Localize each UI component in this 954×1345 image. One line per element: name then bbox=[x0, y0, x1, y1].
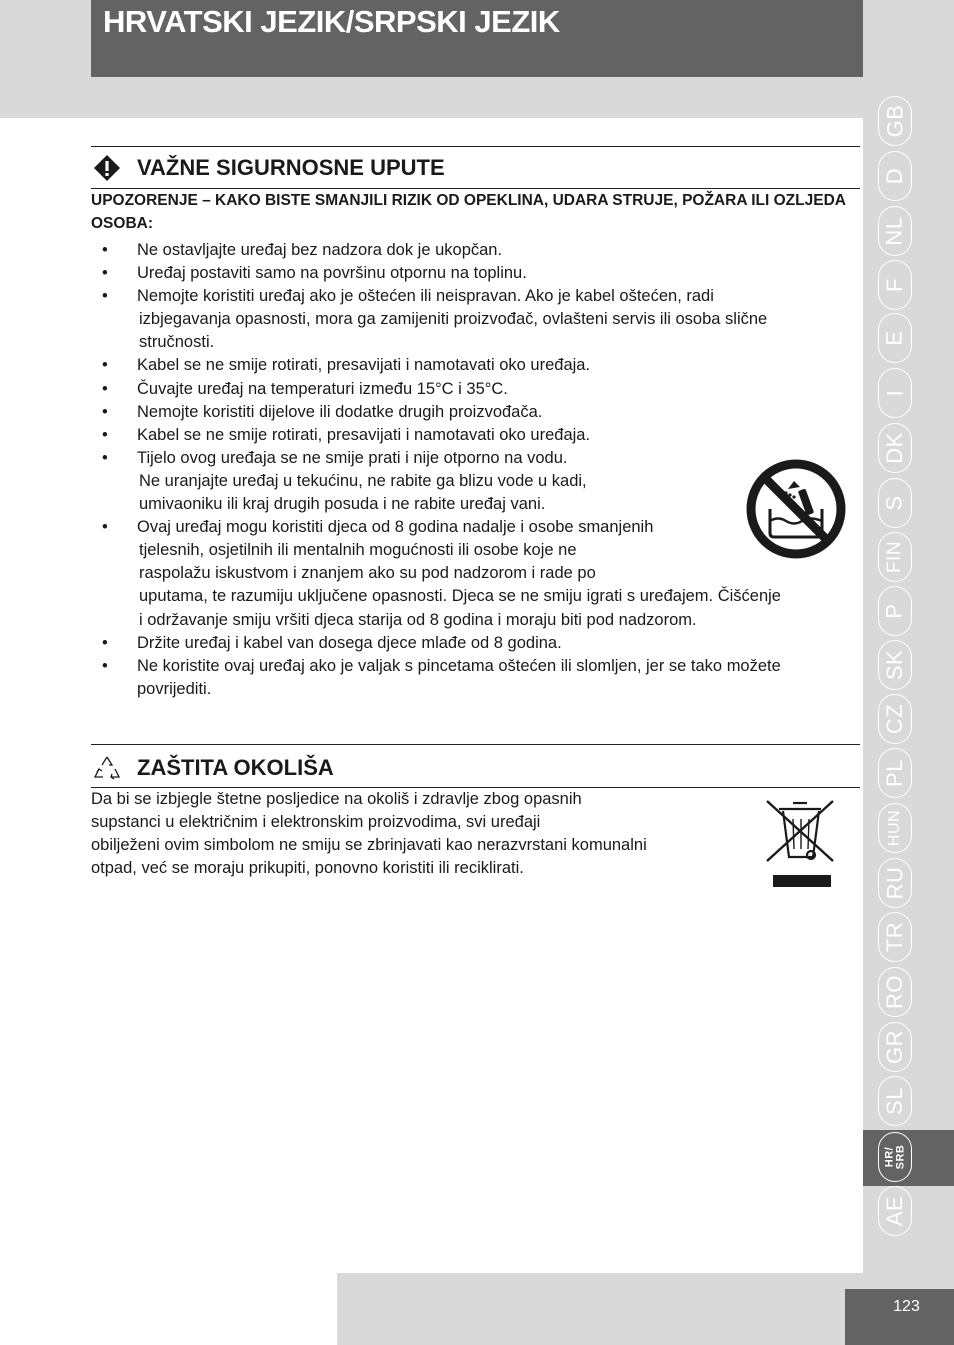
no-water-icon bbox=[746, 459, 846, 559]
list-item: • Tijelo ovog uređaja se ne smije prati i nije otporno na vodu. Ne uranjajte uređaj u tekućinu, ne rabite ga blizu vode u kadi, umivaoniku ili kraj drugih posuda i ne rabite uređaj vani. bbox=[91, 447, 861, 516]
lang-tab-f[interactable]: F bbox=[878, 260, 912, 310]
env-rule-top bbox=[91, 744, 860, 745]
section-rule-top bbox=[91, 146, 860, 147]
list-item: • Držite uređaj i kabel van dosega djece mlađe od 8 godina. bbox=[91, 632, 861, 655]
recycle-icon bbox=[91, 756, 123, 780]
lang-tab-i[interactable]: I bbox=[878, 368, 912, 418]
safety-title: VAŽNE SIGURNOSNE UPUTE bbox=[137, 155, 445, 180]
lang-tab-p[interactable]: P bbox=[878, 586, 912, 636]
crossed-bin-icon bbox=[763, 797, 837, 889]
lang-tab-hun[interactable]: HUN bbox=[878, 803, 912, 853]
environment-title: ZAŠTITA OKOLIŠA bbox=[137, 755, 334, 780]
title-bar bbox=[91, 0, 863, 77]
page-number: 123 bbox=[893, 1298, 920, 1315]
list-item: • Nemojte koristiti uređaj ako je oštećen ili neispravan. Ako je kabel oštećen, radi izbjegavanja opasnosti, mora ga zamijeniti proizvođač, ovlašteni servis ili osoba slične stručnosti. bbox=[91, 285, 861, 354]
lang-tab-e[interactable]: E bbox=[878, 313, 912, 363]
list-item: • Ovaj uređaj mogu koristiti djeca od 8 godina nadalje i osobe smanjenih tjelesnih, osjetilnih ili mentalnih mogućnosti ili osobe koje ne raspolažu iskustvom i znanjem ako su pod nadzorom i rade po uputama, te razumiju uključene opasnosti. Djeca se ne smiju igrati s uređajem. Čišćenje i održavanje smiju vršiti djeca starija od 8 godina i moraju biti pod nadzorom. bbox=[91, 516, 861, 631]
safety-heading bbox=[91, 155, 445, 181]
warning-diamond-icon bbox=[91, 156, 123, 180]
lang-tab-hr-srb[interactable]: HR/ SRB bbox=[878, 1132, 912, 1182]
list-item: • Nemojte koristiti dijelove ili dodatke drugih proizvođača. bbox=[91, 401, 861, 424]
warning-text: UPOZORENJE – KAKO BISTE SMANJILI RIZIK OD OPEKLINA, UDARA STRUJE, POŽARA ILI OZLJEDA OSOBA: bbox=[91, 192, 846, 232]
lang-tab-fin[interactable]: FIN bbox=[878, 532, 912, 582]
lang-tab-pl[interactable]: PL bbox=[878, 748, 912, 798]
list-item: • Ne ostavljajte uređaj bez nadzora dok je ukopčan. bbox=[91, 239, 861, 262]
list-item: • Kabel se ne smije rotirati, presavijati i namotavati oko uređaja. bbox=[91, 424, 861, 447]
lang-tab-d[interactable]: D bbox=[878, 151, 912, 201]
list-item: • Čuvajte uređaj na temperaturi između 15°C i 35°C. bbox=[91, 378, 861, 401]
environment-heading bbox=[91, 755, 334, 781]
lang-tab-gr[interactable]: GR bbox=[878, 1022, 912, 1072]
environment-text: Da bi se izbjegle štetne posljedice na okoliš i zdravlje zbog opasnih supstanci u električnim i elektronskim proizvodima, svi uređaji obilježeni ovim simbolom ne smiju se zbrinjavati kao nerazvrstani komunalni otpad, već se moraju prikupiti, ponovno koristiti ili reciklirati. bbox=[91, 790, 647, 877]
lang-tab-ae[interactable]: AE bbox=[878, 1186, 912, 1236]
lang-tab-s[interactable]: S bbox=[878, 478, 912, 528]
lang-tab-gb[interactable]: GB bbox=[878, 96, 912, 146]
lang-tab-sl[interactable]: SL bbox=[878, 1076, 912, 1126]
list-item: • Kabel se ne smije rotirati, presavijati i namotavati oko uređaja. bbox=[91, 354, 861, 377]
lang-tab-ru[interactable]: RU bbox=[878, 858, 912, 908]
page-title: HRVATSKI JEZIK/SRPSKI JEZIK bbox=[103, 4, 560, 39]
bottom-band bbox=[337, 1273, 863, 1345]
page-number-box bbox=[845, 1289, 954, 1345]
list-item: • Ne koristite ovaj uređaj ako je valjak s pincetama oštećen ili slomljen, jer se tako možete povrijediti. bbox=[91, 655, 861, 701]
lang-tab-cz[interactable]: CZ bbox=[878, 694, 912, 744]
lang-tab-sk[interactable]: SK bbox=[878, 640, 912, 690]
lang-tab-tr[interactable]: TR bbox=[878, 912, 912, 962]
lang-tab-ro[interactable]: RO bbox=[878, 967, 912, 1017]
list-item: • Uređaj postaviti samo na površinu otpornu na toplinu. bbox=[91, 262, 861, 285]
lang-tab-nl[interactable]: NL bbox=[878, 206, 912, 256]
lang-tab-dk[interactable]: DK bbox=[878, 423, 912, 473]
